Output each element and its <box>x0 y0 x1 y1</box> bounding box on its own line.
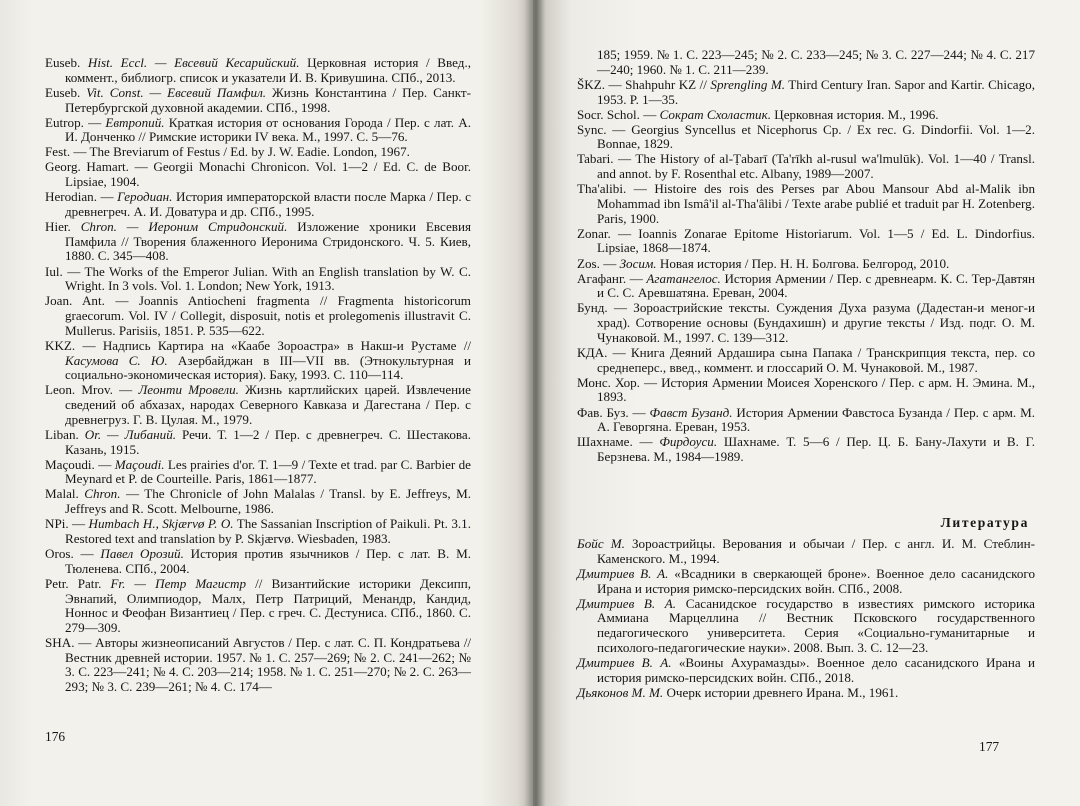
entry-italic: Фирдоуси. <box>659 434 718 450</box>
literature-entry <box>577 537 1035 566</box>
entry-italic: Леонти Мровели. <box>138 382 239 398</box>
entry-italic: Chron. — Иероним Стридонский. <box>80 219 288 235</box>
entry-abbr: Socr. Schol. — <box>577 106 660 122</box>
entry-abbr: Фав. Буз. — <box>577 404 650 420</box>
entry-text-tail: Азербайджан в III—VII вв. (Этнокультурная и социально-экономическая история). Баку, 1993. С. 110—114. <box>65 352 472 383</box>
literature-entry <box>577 597 1035 656</box>
entry-text: Книга Деяний Ардашира сына Папака / Транскрипция текста, пер. со среднеперс., введ., коммент. и глоссарий О. М. Чунаковой. М., 1987. <box>597 344 1035 375</box>
bib-entry <box>45 577 471 636</box>
entry-text: История против язычников / Пер. с лат. В. М. Тюленева. СПб., 2004. <box>65 546 471 576</box>
entry-text: Зороастрийцы. Верования и обычаи / Пер. с англ. И. М. Стеблин-Каменского. М., 1994. <box>597 536 1035 566</box>
bib-entry <box>577 227 1035 256</box>
entry-italic: Зосим. <box>619 255 657 271</box>
entry-italic: Hist. Eccl. — Евсевий Кесарийский. <box>87 55 300 70</box>
left-entry-list <box>45 56 471 695</box>
entry-abbr: Euseb. <box>45 84 87 100</box>
entry-text: Histoire des rois des Perses par Abou Mansour Abd al-Malik ibn Mohammad ibn Ismâ'il al-Tha'âlibi / Texte arabe publié et traduit par H. Zotenberg. Paris, 1900. <box>597 181 1035 226</box>
entry-text: «Всадники в сверкающей броне». Военное дело сасанидского Ирана и история римско-персидских войн. СПб., 2008. <box>597 565 1035 596</box>
entry-text: История императорской власти после Марка / Пер. с древнегреч. А. И. Доватура и др. СПб., 1995. <box>65 189 471 219</box>
entry-text: Надпись Картира на «Каабе Зороастра» в Накш-и Рустаме // <box>102 337 471 353</box>
section-title-literature: Литература <box>940 515 1029 530</box>
entry-abbr: КДА. — <box>577 344 631 360</box>
entry-text: Жизнь Константина / Пер. Санкт-Петербургской духовной академии. СПб., 1998. <box>65 84 471 115</box>
entry-italic: Chron. <box>84 486 121 502</box>
entry-text: — The Chronicle of John Malalas / Transl. by E. Jeffreys, M. Jeffreys and R. Scott. Melbourne, 1986. <box>65 486 471 517</box>
entry-abbr: Hier. <box>45 219 81 235</box>
entry-italic: Геродиан. <box>117 189 173 205</box>
entry-text: История Армении Моисея Хоренского / Пер. с арм. Н. Эмина. М., 1893. <box>597 374 1036 405</box>
bib-entry <box>577 435 1035 464</box>
literature-list <box>577 537 1035 701</box>
entry-abbr: Euseb. <box>45 55 88 70</box>
entry-italic: Фавст Бузанд. <box>649 404 733 420</box>
entry-abbr: Iul. — <box>45 263 85 279</box>
entry-abbr: Leon. Mrov. — <box>45 382 139 398</box>
entry-abbr: Oros. — <box>45 546 101 562</box>
entry-abbr: Бунд. — <box>577 300 634 316</box>
entry-abbr: SHA. — <box>45 635 96 651</box>
entry-text: Речи. Т. 1—2 / Пер. с древнегреч. С. Шестакова. Казань, 1915. <box>65 426 471 457</box>
entry-text: The Works of the Emperor Julian. With an English translation by W. C. Wright. In 3 vols. Vol. 1. London; New York, 1913. <box>65 263 471 294</box>
entry-abbr: Fest. — <box>45 144 90 160</box>
left-page <box>0 0 533 806</box>
entry-text: Авторы жизнеописаний Августов / Пер. с лат. С. П. Кондратьева // Вестник древней истории. 1957. № 1. С. 257—269; № 2. С. 241—262; № 3. С. 223—241; № 4. С. 203—214; 1958. № 1. С. 251—270; № 2. С. 263—293; № 3. С. 239—261; № 4. С. 174— <box>65 635 471 695</box>
entry-abbr: Sync. — <box>577 121 632 137</box>
entry-italic: Fr. — Петр Магистр <box>110 575 247 591</box>
entry-abbr: Petr. Patr. <box>45 575 111 591</box>
bib-entry <box>45 428 471 457</box>
bib-entry <box>45 116 471 145</box>
entry-abbr: Liban. <box>45 426 85 442</box>
literature-entry <box>577 686 1035 701</box>
bib-entry <box>45 56 471 85</box>
bib-entry <box>577 123 1035 152</box>
entry-abbr: Herodian. — <box>45 189 118 205</box>
entry-author: Дьяконов М. М. <box>577 684 664 700</box>
entry-abbr: Joan. Ant. — <box>45 293 139 309</box>
entry-italic: Агатангелос. <box>646 270 721 286</box>
entry-text: Жизнь картлийских царей. Извлечение сведений об абхазах, народах Северного Кавказа и Дагестана / Пер. с древнегруз. Г. В. Цулая. М., 1979. <box>65 382 471 427</box>
entry-author: Бойс М. <box>577 536 625 551</box>
bib-entry <box>45 190 471 219</box>
bib-entry <box>45 487 471 516</box>
entry-text: Изложение хроники Евсевия Памфила // Творения блаженного Иеронима Стридонского. Ч. 5. Киев, 1880. С. 345—408. <box>65 219 472 264</box>
entry-text: Georgii Monachi Chronicon. Vol. 1—2 / Ed. C. de Boor. Lipsiae, 1904. <box>65 159 471 190</box>
bib-entry <box>577 152 1035 181</box>
bib-entry <box>45 294 471 338</box>
entry-text: Les prairies d'or. T. 1—9 / Texte et trad. par C. Barbier de Meynard et P. de Courteille. Paris, 1861—1877. <box>65 456 471 487</box>
entry-abbr: Tha'alibi. — <box>577 181 655 197</box>
entry-abbr: Tabari. — <box>577 151 636 167</box>
entry-text: The Breviarum of Festus / Ed. by J. W. Eadie. London, 1967. <box>89 144 410 160</box>
entry-text: Церковная история / Введ., коммент., библиогр. список и указатели И. В. Кривушина. СПб., 2013. <box>65 55 471 85</box>
entry-italic: Humbach H., Skjærvø P. O. <box>88 516 234 532</box>
entry-abbr: Zos. — <box>577 255 620 271</box>
entry-italic: Евтропий. <box>105 114 165 130</box>
entry-text: Церковная история. М., 1996. <box>770 106 939 122</box>
entry-text-tail: Third Century Iran. Sapor and Kartir. Chicago, 1953. P. 1—35. <box>597 76 1035 107</box>
entry-text: Новая история / Пер. Н. Н. Болгова. Белгород, 2010. <box>656 255 950 271</box>
entry-text: История Армении / Пер. с древнеарм. К. С. Тер-Давтян и С. С. Аревшатяна. Ереван, 2004. <box>597 270 1035 301</box>
bib-entry <box>45 86 471 115</box>
bib-entry <box>45 145 471 160</box>
entry-text: Зороастрийские тексты. Суждения Духа разума (Дадестан-и меног-и храд). Сотворение основы (Бундахишн) и другие тексты / Изд. подг. О. М. Чунаковой. М., 1997. С. 139—312. <box>597 300 1036 345</box>
bib-entry <box>577 78 1035 107</box>
bib-entry <box>45 339 471 383</box>
bib-entry <box>45 517 471 546</box>
entry-italic-author: Касумова С. Ю. <box>65 352 168 368</box>
entry-text: The History of al-Ṭabarī (Ta'rīkh al-rusul wa'lmulūk). Vol. 1—40 / Transl. and annot. by F. Rosenthal etc. Albany, 1989—2007. <box>597 151 1035 182</box>
bib-entry <box>577 406 1035 435</box>
right-page <box>533 0 1080 806</box>
entry-text: // Византийские историки Дексипп, Эвнапий, Олимпиодор, Малх, Петр Патриций, Менандр, Кандид, Ноннос и Феофан Византиец / Пер. с греч. С. Дестуниса. СПб., 1860. С. 279—309. <box>65 575 471 635</box>
bib-entry <box>45 265 471 294</box>
entry-continuation: 185; 1959. № 1. С. 223—245; № 2. С. 233—245; № 3. С. 227—244; № 4. С. 217—240; 1960. № 1. С. 211—239. <box>597 47 1035 77</box>
entry-text: Georgius Syncellus et Nicephorus Cp. / Ex rec. G. Dindorfii. Vol. 1—2. Bonnae, 1829. <box>597 121 1035 152</box>
entry-abbr: Maçoudi. — <box>45 456 115 472</box>
entry-italic: Павел Орозий. <box>100 546 184 562</box>
literature-entry <box>577 656 1035 685</box>
entry-abbr: Монс. Хор. — <box>577 374 662 390</box>
entry-text: Очерк истории древнего Ирана. М., 1961. <box>663 684 899 700</box>
entry-text: Шахнаме. Т. 5—6 / Пер. Ц. Б. Бану-Лахути и В. Г. Берзнева. М., 1984—1989. <box>597 434 1035 465</box>
entry-italic: Or. — Либаний. <box>84 426 177 442</box>
entry-italic: Сократ Схоластик. <box>659 106 771 122</box>
entry-text: Ioannis Zonarae Epitome Historiarum. Vol. 1—5 / Ed. L. Dindorfius. Lipsiae, 1868—1874. <box>597 225 1035 256</box>
entry-author: Дмитриев В. А. <box>577 565 669 581</box>
page-number: 177 <box>979 739 1000 754</box>
entry-italic: Maçoudi. <box>114 456 165 472</box>
book-gutter <box>524 0 546 806</box>
entry-abbr: NPi. — <box>45 516 89 532</box>
bib-entry <box>45 220 471 264</box>
page-number: 176 <box>45 729 66 744</box>
entry-text: Краткая история от основания Города / Пер. с лат. А. И. Донченко // Римские историки IV века. М., 1997. С. 5—76. <box>65 114 471 145</box>
bib-entry <box>577 376 1035 405</box>
entry-italic: Vit. Const. — Евсевий Памфил. <box>86 84 267 100</box>
entry-abbr: Georg. Hamart. — <box>45 159 154 175</box>
entry-text: Сасанидское государство в известиях римского историка Аммиана Марцеллина // Вестник Псковского государственного педагогического университета. Серия «Социально-гуманитарные и психолого-педагогические науки». 2008. Вып. 3. С. 12—23. <box>597 595 1035 655</box>
entry-text: История Армении Фавстоса Бузанда / Пер. с арм. М. А. Геворгяна. Ереван, 1953. <box>597 404 1036 435</box>
entry-abbr: Шахнаме. — <box>577 434 660 450</box>
entry-abbr: Агафанг. — <box>577 270 647 286</box>
entry-abbr: Zonar. — <box>577 225 639 241</box>
bib-entry <box>577 301 1035 345</box>
entry-abbr: KKZ. — <box>45 337 103 353</box>
entry-abbr: ŠKZ. — <box>577 76 626 92</box>
bib-entry <box>45 547 471 576</box>
entry-author: Дмитриев В. А. <box>577 595 677 611</box>
entry-author: Дмитриев В. А. <box>577 654 672 670</box>
bib-entry <box>45 636 471 695</box>
bib-entry <box>577 257 1035 272</box>
entry-text: The Sassanian Inscription of Paikuli. Pt. 3.1. Restored text and translation by P. Skjærvø. Wiesbaden, 1983. <box>65 516 471 546</box>
entry-text: Shahpuhr KZ // <box>625 76 711 92</box>
bib-entry <box>577 108 1035 123</box>
entry-abbr: Eutrop. — <box>45 114 106 130</box>
bib-entry <box>577 346 1035 375</box>
entry-text: «Воины Ахурамазды». Военное дело сасанидского Ирана и история римско-персидских войн. СПб., 2018. <box>597 654 1035 685</box>
bib-entry <box>577 272 1035 301</box>
bib-entry <box>577 182 1035 226</box>
entry-abbr: Malal. <box>45 486 85 502</box>
entry-text: Joannis Antiocheni fragmenta // Fragmenta historicorum graecorum. Vol. IV / Collegit, disposuit, notis et prolegomenis illustravit C. Mullerus. Parisiis, 1851. P. 535—622. <box>65 293 471 338</box>
bib-entry <box>45 458 471 487</box>
entry-italic-author: Sprengling M. <box>710 76 786 92</box>
bib-entry <box>45 383 471 427</box>
literature-entry <box>577 567 1035 596</box>
bib-entry <box>45 160 471 189</box>
right-entry-list <box>577 48 1035 465</box>
